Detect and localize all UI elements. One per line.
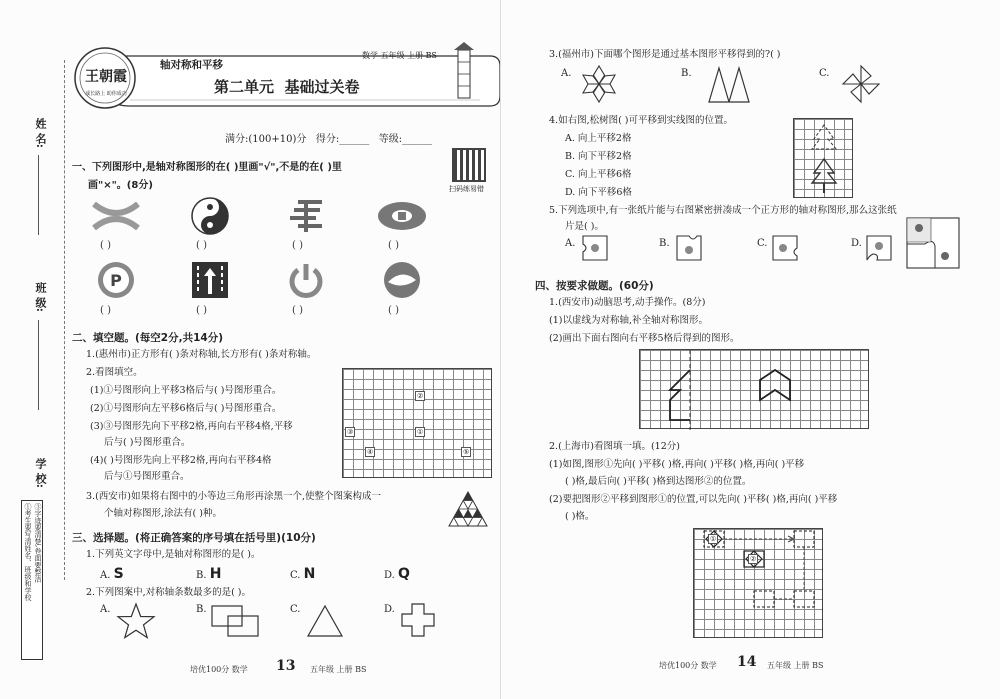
class-line	[38, 320, 39, 410]
name-label: 姓 名:	[34, 118, 47, 148]
notice-line-1: ①考生要写清姓名、班级和学校	[24, 503, 32, 601]
section-4-title: 四、按要求做题。(60分)	[535, 280, 654, 292]
binding-strip	[14, 0, 58, 699]
school-label: 学 校:	[34, 458, 47, 488]
q2-3: 3.(西安市)如果将右图中的小等边三角形再涂黑一个,使整个图案构成一	[86, 491, 381, 502]
cross-shape-icon	[400, 602, 436, 638]
path-grid	[693, 528, 823, 638]
q3-2-option-a[interactable]: A.	[100, 604, 111, 615]
q3-4-option-d[interactable]: D. 向下平移6格	[565, 187, 632, 198]
paper-piece-d-icon	[865, 234, 893, 262]
topic-label: 轴对称和平移	[160, 59, 223, 71]
q4-2: 2.(上海市)看图填一填。(12分)	[549, 441, 680, 452]
svg-text:P: P	[110, 271, 122, 290]
footer-brand: 培优100分 数学	[190, 665, 248, 674]
logo-text: 王朝霞	[85, 69, 127, 85]
triangle-pattern-icon	[447, 490, 489, 528]
cut-line	[64, 60, 65, 580]
one-way-sign-icon	[190, 260, 230, 300]
q4-2a-cont: ( )格,最后向( )平移( )格到达图形②的位置。	[565, 476, 752, 487]
q4-1b: (2)画出下面右图向右平移5格后得到的图形。	[549, 333, 740, 344]
double-triangle-icon	[707, 66, 751, 104]
page-number: 13	[276, 658, 296, 674]
q3-5-option-d[interactable]: D.	[851, 238, 862, 249]
q3-1-option-d[interactable]: D. Q	[384, 566, 410, 582]
pinwheel-icon	[841, 64, 881, 104]
notice-box	[21, 500, 43, 660]
footer-brand: 培优100分 数学	[659, 661, 717, 670]
q3-3-option-b[interactable]: B.	[681, 68, 692, 79]
q2-3-cont: 个轴对称图形,涂法有( )种。	[104, 508, 222, 519]
q4-2b-cont: ( )格。	[565, 511, 595, 522]
q3-2-option-c[interactable]: C.	[290, 604, 301, 615]
qr-code[interactable]	[452, 148, 486, 182]
q3-4-option-c[interactable]: C. 向上平移6格	[565, 169, 632, 180]
q3-5: 5.下列选项中,有一张纸片能与右图紧密拼凑成一个正方形的轴对称图形,那么这张纸	[549, 205, 897, 216]
answer-paren-6[interactable]: ( )	[196, 305, 207, 316]
puzzle-reference-icon	[905, 216, 961, 270]
q2-2a: (1)①号图形向上平移3格后与( )号图形重合。	[90, 385, 282, 396]
answer-paren-1[interactable]: ( )	[100, 240, 111, 251]
grid-label-2: ②	[417, 392, 424, 400]
grid-label-1: ①	[417, 428, 424, 436]
q4-1a: (1)以虚线为对称轴,补全轴对称图形。	[549, 315, 708, 326]
path-grid-figures	[694, 529, 824, 639]
yin-yang-icon	[190, 196, 230, 236]
answer-paren-8[interactable]: ( )	[388, 305, 399, 316]
logo-sub: 成长路上 助你成功	[85, 91, 127, 97]
drawing-grid	[639, 349, 869, 429]
post-logo-icon	[286, 198, 326, 234]
q2-2c-cont: 后与( )号图形重合。	[104, 437, 191, 448]
triangle-shape-icon	[306, 604, 344, 638]
pine-tree-icon	[794, 119, 854, 199]
notice-line-2: ③字迹要清楚,卷面要整洁	[34, 503, 42, 583]
answer-paren-3[interactable]: ( )	[292, 240, 303, 251]
answer-paren-2[interactable]: ( )	[196, 240, 207, 251]
q3-1-option-a[interactable]: A. S	[100, 566, 124, 582]
q2-2c: (3)③号图形先向下平移2格,再向右平移4格,平移	[90, 421, 293, 432]
q3-1: 1.下列英文字母中,是轴对称图形的是( )。	[86, 549, 261, 560]
section-1-title: 一、下列图形中,是轴对称图形的在( )里画"√",不是的在( )里	[72, 162, 342, 173]
page-number: 14	[737, 654, 757, 670]
q2-2b: (2)①号图形向左平移6格后与( )号图形重合。	[90, 403, 282, 414]
answer-paren-7[interactable]: ( )	[292, 305, 303, 316]
q3-3: 3.(福州市)下面哪个图形是通过基本图形平移得到的?( )	[549, 49, 781, 60]
q3-4-option-b[interactable]: B. 向下平移2格	[565, 151, 632, 162]
grid-label-3: ③	[347, 428, 354, 436]
paper-piece-c-icon	[771, 234, 799, 262]
path-label-1: ①	[710, 535, 717, 543]
q2-2d: (4)( )号图形先向上平移2格,再向右平移4格	[90, 455, 272, 466]
q3-5-option-b[interactable]: B.	[659, 238, 670, 249]
translation-grid	[342, 368, 492, 478]
q3-2: 2.下列图案中,对称轴条数最多的是( )。	[86, 587, 252, 598]
q3-1-option-c[interactable]: C. N	[290, 566, 316, 582]
drawing-grid-figures	[640, 350, 870, 430]
q3-4-option-a[interactable]: A. 向上平移2格	[565, 133, 632, 144]
path-label-2: ②	[750, 555, 757, 563]
q3-5-cont: 片是( )。	[565, 221, 604, 232]
qr-caption: 扫码练易错	[449, 185, 484, 193]
q4-2b: (2)要把图形②平移到图形①的位置,可以先向( )平移( )格,再向( )平移	[549, 494, 838, 505]
footer-tail: 五年级 上册 BS	[767, 661, 824, 670]
section-3-title: 三、选择题。(将正确答案的序号填在括号里)(10分)	[72, 532, 316, 544]
grid-label-5: ⑤	[463, 448, 470, 456]
pine-tree-grid	[793, 118, 853, 198]
swirl-logo-icon	[380, 260, 424, 300]
q2-1: 1.(惠州市)正方形有( )条对称轴,长方形有( )条对称轴。	[86, 349, 317, 360]
q3-4: 4.如右图,松树图( )可平移到实线图的位置。	[549, 115, 734, 126]
header-banner	[70, 42, 500, 110]
answer-paren-5[interactable]: ( )	[100, 305, 111, 316]
q2-2: 2.看图填空。	[86, 367, 143, 378]
answer-paren-4[interactable]: ( )	[388, 240, 399, 251]
q3-3-option-a[interactable]: A.	[561, 68, 572, 79]
snowflake-rhombus-icon	[579, 64, 619, 104]
footer-tail: 五年级 上册 BS	[310, 665, 367, 674]
power-icon	[286, 260, 326, 300]
q3-2-option-b[interactable]: B.	[196, 604, 207, 615]
cross-wave-icon	[92, 198, 140, 234]
right-page	[500, 0, 1000, 699]
star-shape-icon	[116, 602, 156, 640]
q3-3-option-c[interactable]: C.	[819, 68, 830, 79]
paper-piece-a-icon	[581, 234, 609, 262]
bank-logo-icon	[376, 198, 428, 234]
name-line	[38, 155, 39, 235]
paper-piece-b-icon	[675, 234, 703, 262]
class-label: 班 级:	[34, 282, 47, 312]
q2-2d-cont: 后与①号图形重合。	[104, 471, 190, 482]
grid-label-4: ④	[367, 448, 374, 456]
q4-1: 1.(西安市)动脑思考,动手操作。(8分)	[549, 297, 706, 308]
parking-icon	[96, 260, 136, 300]
q4-2a: (1)如图,图形①先向( )平移( )格,再向( )平移( )格,再向( )平移	[549, 459, 805, 470]
score-line: 满分:(100+10)分 得分:______ 等级:______	[225, 134, 433, 145]
q3-5-option-a[interactable]: A.	[565, 238, 576, 249]
section-2-title: 二、填空题。(每空2分,共14分)	[72, 332, 224, 344]
overlap-rectangles-icon	[210, 604, 262, 638]
q3-2-option-d[interactable]: D.	[384, 604, 395, 615]
q3-1-option-b[interactable]: B. H	[196, 566, 222, 582]
q3-5-option-c[interactable]: C.	[757, 238, 768, 249]
unit-title: 第二单元 基础过关卷	[214, 78, 360, 96]
grade-info: 数学 五年级 上册 BS	[362, 51, 437, 60]
section-1-title-cont: 画"×"。(8分)	[88, 180, 153, 191]
